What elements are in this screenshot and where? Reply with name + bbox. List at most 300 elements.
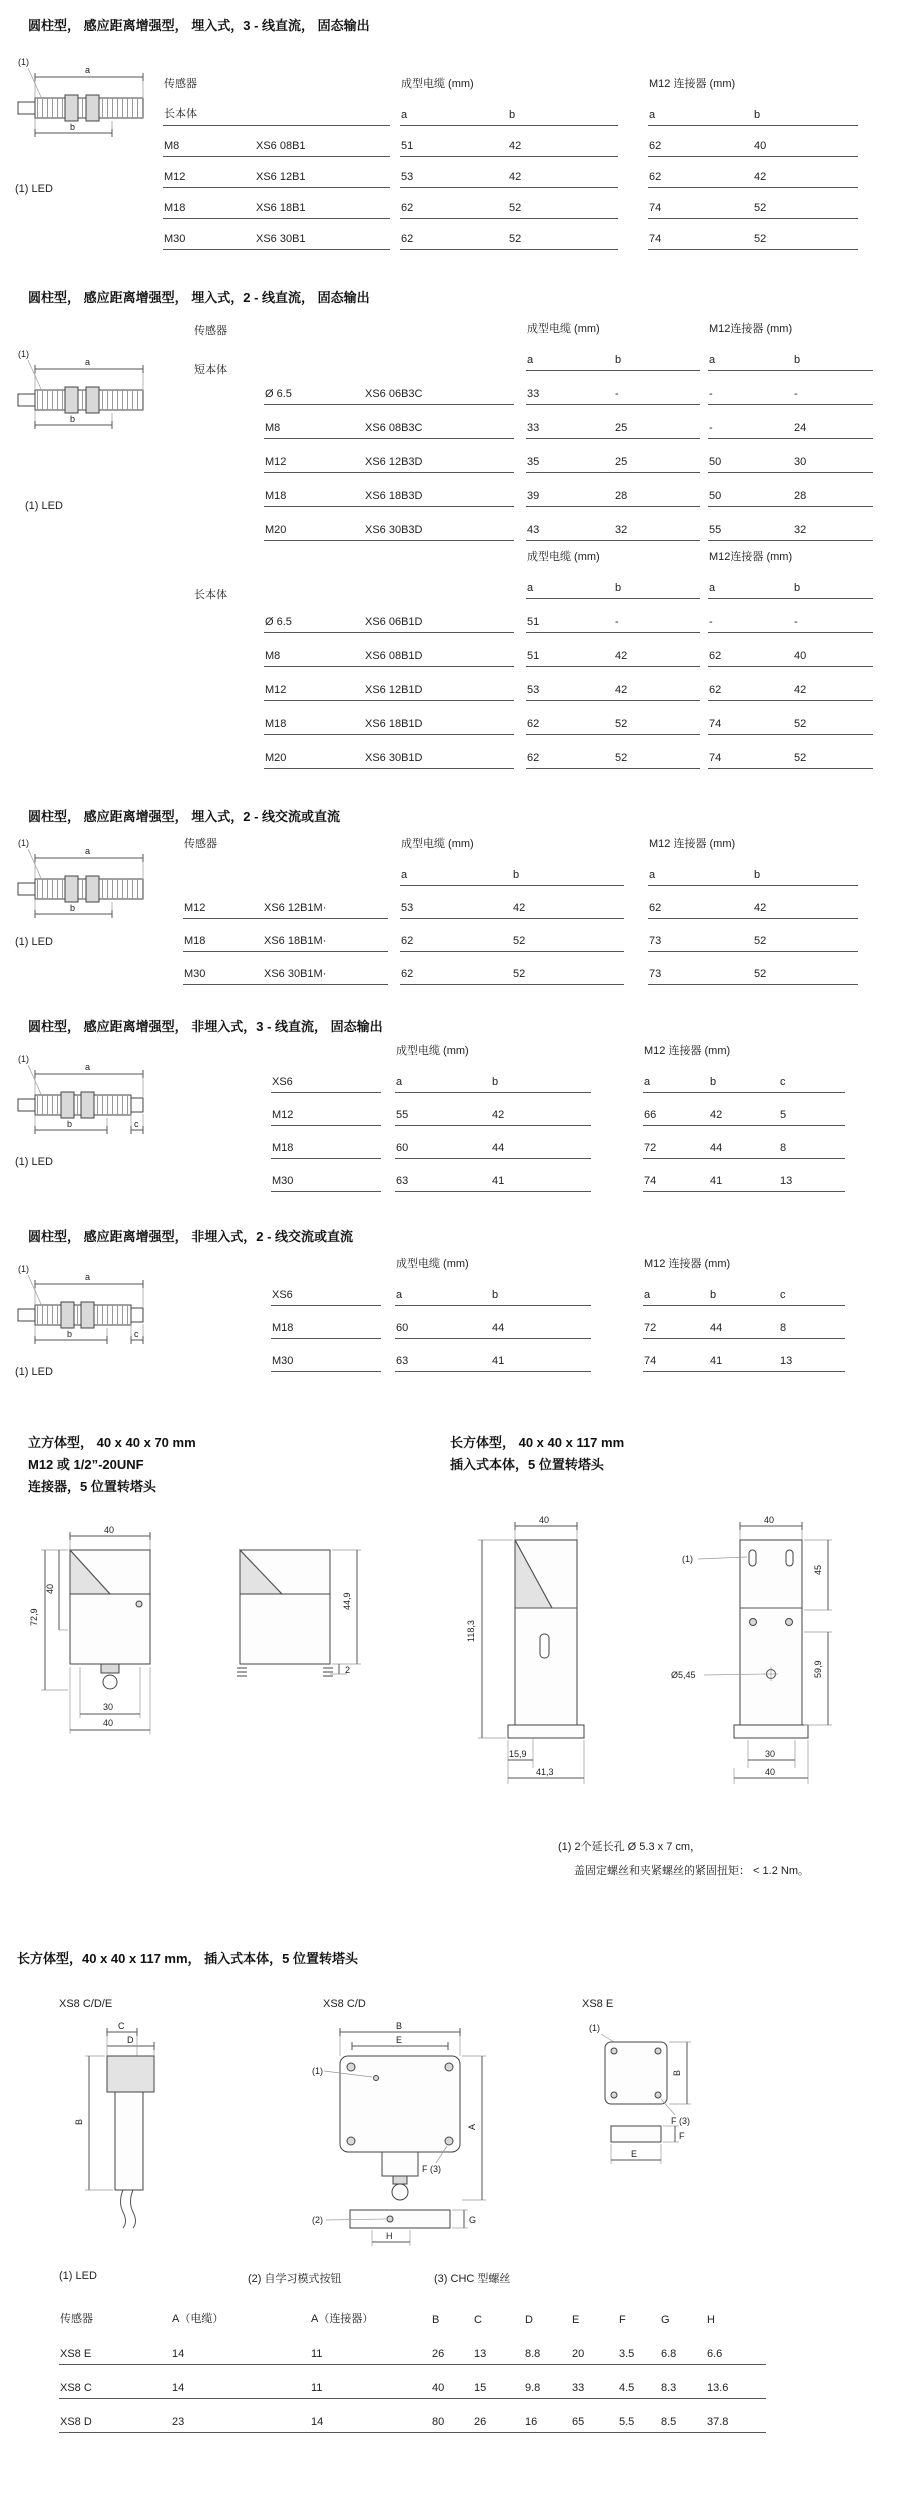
long-body-label: 长本体: [194, 589, 227, 601]
table-cell: XS6 30B3D: [364, 506, 514, 540]
table-cell: 35: [526, 438, 614, 472]
table-cell: 32: [614, 506, 700, 540]
table-cell: M30: [271, 1338, 381, 1371]
table-cell: XS6 12B1D: [364, 666, 514, 700]
table-cell: XS6 06B3C: [364, 370, 514, 404]
table-spacer: [700, 666, 708, 700]
table-cell: 40: [753, 125, 858, 156]
table-cell: 62: [400, 187, 508, 218]
rectangular-title-block: [450, 1432, 624, 1476]
table-spacer: [624, 951, 648, 984]
section-title: 长方体型，40 x 40 x 117 mm， 插入式本体，5 位置转塔头: [17, 1951, 358, 1966]
table-row: [183, 885, 858, 918]
sensor-column-label: 传感器: [194, 325, 227, 337]
cubic-title-block: [28, 1432, 196, 1498]
table-cell: -: [793, 598, 873, 632]
dim-bottom-outer-label: 40: [765, 1767, 776, 1777]
column-header-connector: M12连接器 (mm): [709, 551, 793, 563]
table-row: [264, 404, 873, 438]
cylindrical-sensor-diagram: [15, 347, 165, 442]
sensor-diagram-area: [15, 836, 165, 936]
dimension-h: [372, 2230, 410, 2246]
section-title: 圆柱型， 感应距离增强型， 埋入式，3 - 线直流， 固态输出: [28, 18, 370, 33]
cubic-sensor-diagram: [15, 1522, 425, 1757]
side-dimensions: [330, 1550, 361, 1675]
table-cell: 52: [508, 218, 618, 249]
table-spacer: [591, 1275, 643, 1305]
table-cell: 5.5: [618, 2398, 660, 2432]
table-cell: 15: [473, 2364, 524, 2398]
group-header-row: [183, 825, 858, 855]
led-note: (1) LED: [25, 500, 63, 512]
table-cell: 24: [793, 404, 873, 438]
table-cell: 8.5: [660, 2398, 706, 2432]
table-cell: 25: [614, 404, 700, 438]
marker-label: (2): [312, 2215, 323, 2225]
table-spacer: [271, 1032, 381, 1062]
cylindrical-sensor-diagram: [15, 836, 165, 931]
table-cell: 13: [779, 1158, 845, 1191]
top-dimensions: [107, 2021, 154, 2060]
column-header-a: a: [400, 855, 512, 885]
table-cell: XS6 30B1D: [364, 734, 514, 768]
table-cell: XS6 08B1: [255, 125, 390, 156]
table-cell: 13.6: [706, 2364, 766, 2398]
table-cell: 52: [753, 918, 858, 951]
xs8cde-profile-diagram: [59, 2020, 189, 2235]
table-cell: 43: [526, 506, 614, 540]
table-cell: 8.8: [524, 2330, 571, 2364]
table-cell: 42: [709, 1092, 779, 1125]
table-row: [264, 438, 873, 472]
table-spacer: [618, 156, 648, 187]
table-spacer: [381, 1092, 395, 1125]
table-cell: 41: [491, 1338, 591, 1371]
table-cell: 62: [526, 700, 614, 734]
column-header-cable: 成型电缆 (mm): [401, 838, 474, 850]
column-header-c: c: [779, 1275, 845, 1305]
column-header-a-cable: A（电缆）: [172, 2313, 224, 2325]
table-cell: M12: [264, 666, 364, 700]
table-spacer: [264, 568, 514, 598]
footnote-led: (1) LED: [59, 2270, 97, 2282]
table-cell: 42: [614, 666, 700, 700]
table-spacer: [618, 187, 648, 218]
table-spacer: [264, 310, 514, 340]
table-cell: 72: [643, 1305, 709, 1338]
dim-width-label: 40: [539, 1515, 550, 1525]
table-cell: 33: [526, 404, 614, 438]
table-row: [163, 187, 858, 218]
table-cell: 74: [648, 187, 753, 218]
table-spacer: [381, 1062, 395, 1092]
dimensions-table: [271, 1245, 845, 1372]
cylindrical-sensor-diagram: [15, 55, 165, 150]
cylindrical-sensor-nonflush-diagram: [15, 1262, 165, 1357]
series-label: XS6: [271, 1275, 381, 1305]
table-cell: M18: [264, 700, 364, 734]
sub-header-row: [271, 1275, 845, 1305]
table-spacer: [700, 340, 708, 370]
table-spacer: [591, 1062, 643, 1092]
table-cell: M20: [264, 734, 364, 768]
table-spacer: [388, 855, 400, 885]
table-spacer: [700, 404, 708, 438]
marker-label: (1): [589, 2023, 600, 2033]
table-cell: XS6 30B1M·: [263, 951, 388, 984]
dim-width-label: 40: [104, 1525, 115, 1535]
dim-d-label: D: [127, 2035, 134, 2045]
dim-b-label: b: [70, 122, 76, 132]
column-header-b: b: [508, 95, 618, 125]
table-cell: -: [708, 404, 793, 438]
table-spacer: [700, 598, 708, 632]
table-cell: 44: [491, 1305, 591, 1338]
table-cell: 3.5: [618, 2330, 660, 2364]
sensor-body: [18, 95, 143, 121]
table-spacer: [591, 1305, 643, 1338]
column-header-a: a: [648, 95, 753, 125]
xs8e-diagram-area: [565, 2020, 735, 2190]
table-spacer: [381, 1245, 395, 1275]
table-cell: XS6 12B3D: [364, 438, 514, 472]
dim-a-label: A: [467, 2123, 477, 2130]
table-row: [163, 156, 858, 187]
sub-header-row: [264, 568, 873, 598]
table-spacer: [514, 632, 526, 666]
variant-label: XS8 E: [582, 1998, 614, 2010]
table-cell: 9.8: [524, 2364, 571, 2398]
table-body: [264, 370, 873, 540]
dim-b-label: b: [70, 414, 76, 424]
rectangular-sensor-diagram: [440, 1512, 885, 1822]
table-cell: -: [708, 370, 793, 404]
table-cell: 26: [431, 2330, 473, 2364]
table-row: [59, 2398, 766, 2432]
table-spacer: [624, 885, 648, 918]
dim-b-label: b: [67, 1329, 73, 1339]
table-row: [271, 1338, 845, 1371]
dim-f3-label: F (3): [422, 2164, 441, 2174]
table-cell: 52: [753, 187, 858, 218]
table-spacer: [514, 370, 526, 404]
column-header-sensor: 传感器: [164, 78, 197, 90]
section-title: 圆柱型， 感应距离增强型， 非埋入式，3 - 线直流， 固态输出: [28, 1019, 383, 1034]
turret: [382, 2152, 418, 2200]
table-cell: 74: [648, 218, 753, 249]
table-row: [163, 125, 858, 156]
table-spacer: [618, 65, 648, 95]
table-spacer: [388, 918, 400, 951]
table-spacer: [700, 506, 708, 540]
column-header-d: D: [525, 2314, 533, 2326]
table-cell: -: [793, 370, 873, 404]
column-header-b: b: [709, 1062, 779, 1092]
face: [340, 2056, 460, 2152]
table-spacer: [381, 1305, 395, 1338]
side-view: [237, 1550, 333, 1676]
table-row: [264, 598, 873, 632]
table-cell: 55: [708, 506, 793, 540]
table-cell: 44: [491, 1125, 591, 1158]
table-spacer: [514, 438, 526, 472]
dim-b-label: b: [70, 903, 76, 913]
table-cell: 11: [310, 2364, 431, 2398]
group-header-row: [163, 65, 858, 95]
table-body: [163, 125, 858, 249]
table-cell: 6.6: [706, 2330, 766, 2364]
sub-header-row: [183, 855, 858, 885]
table-spacer: [514, 506, 526, 540]
marker-label: (1): [18, 838, 29, 848]
led-note: (1) LED: [15, 183, 53, 195]
table-cell: 51: [526, 598, 614, 632]
dim-e-label: E: [396, 2035, 403, 2045]
table-cell: 13: [473, 2330, 524, 2364]
table-cell: XS6 18B1D: [364, 700, 514, 734]
column-header-cable: 成型电缆 (mm): [527, 551, 600, 563]
table-cell: M12: [183, 885, 263, 918]
table-spacer: [624, 825, 648, 855]
cylindrical-sensor-nonflush-diagram: [15, 1052, 165, 1147]
table-spacer: [264, 538, 514, 568]
table-cell: 50: [708, 472, 793, 506]
table-cell: 13: [779, 1338, 845, 1371]
xs8cd-diagram-area: [310, 2020, 510, 2260]
table-spacer: [514, 734, 526, 768]
table-cell: 65: [571, 2398, 618, 2432]
series-label: XS6: [271, 1062, 381, 1092]
table-cell: 28: [614, 472, 700, 506]
marker-label: (1): [18, 349, 29, 359]
table-spacer: [390, 125, 400, 156]
table-cell: 66: [643, 1092, 709, 1125]
table-spacer: [700, 310, 708, 340]
column-header-c: c: [779, 1062, 845, 1092]
table-spacer: [390, 187, 400, 218]
dimension-a: [35, 846, 143, 878]
table-cell: 73: [648, 918, 753, 951]
table-spacer: [388, 885, 400, 918]
table-spacer: [183, 855, 388, 885]
table-cell: 16: [524, 2398, 571, 2432]
table-row: [59, 2330, 766, 2364]
table-cell: 52: [508, 187, 618, 218]
table-spacer: [381, 1032, 395, 1062]
table-cell: M30: [183, 951, 263, 984]
column-header-b: b: [512, 855, 624, 885]
column-header-a: a: [395, 1275, 491, 1305]
table-body: [264, 598, 873, 768]
table-cell: 52: [614, 700, 700, 734]
column-header-f: F: [619, 2314, 626, 2326]
table-cell: 11: [310, 2330, 431, 2364]
table-spacer: [591, 1245, 643, 1275]
table-row: [264, 632, 873, 666]
column-header-a: a: [395, 1062, 491, 1092]
side-view: [508, 1515, 584, 1738]
table-spacer: [618, 125, 648, 156]
table-cell: 51: [526, 632, 614, 666]
table-row: [264, 506, 873, 540]
table-cell: 39: [526, 472, 614, 506]
table-cell: 52: [512, 951, 624, 984]
column-header-cable: 成型电缆 (mm): [396, 1045, 469, 1057]
table-row: [271, 1305, 845, 1338]
section-title: 圆柱型， 感应距离增强型， 埋入式，2 - 线交流或直流: [28, 809, 341, 824]
table-cell: M30: [163, 218, 255, 249]
column-header-b: b: [614, 568, 700, 598]
table-cell: Ø 6.5: [264, 598, 364, 632]
column-header-b: b: [753, 855, 858, 885]
dim-a-label: a: [85, 65, 91, 75]
table-cell: 62: [400, 218, 508, 249]
table-spacer: [388, 825, 400, 855]
table-cell: 33: [526, 370, 614, 404]
table-cell: 74: [643, 1338, 709, 1371]
table-spacer: [700, 370, 708, 404]
table-cell: M30: [271, 1158, 381, 1191]
table-row: [264, 472, 873, 506]
table-row: [264, 700, 873, 734]
table-body: [271, 1305, 845, 1371]
sensor-diagram-area: [15, 1052, 165, 1152]
table-cell: XS8 C: [59, 2364, 171, 2398]
table-cell: 52: [753, 951, 858, 984]
dim-head-label: 45: [813, 1564, 823, 1575]
column-header-connector: M12连接器 (mm): [709, 323, 793, 335]
table-spacer: [624, 855, 648, 885]
column-header-cable: 成型电缆 (mm): [401, 78, 474, 90]
table-spacer: [390, 218, 400, 249]
table-cell: 8: [779, 1305, 845, 1338]
table-cell: 41: [709, 1338, 779, 1371]
table-cell: M18: [264, 472, 364, 506]
torque-note: 盖固定螺丝和夹紧螺丝的紧固扭矩： < 1.2 Nm。: [574, 1865, 809, 1877]
table-spacer: [390, 65, 400, 95]
table-cell: 52: [793, 700, 873, 734]
sensor-diagram-area: [15, 55, 165, 155]
table-cell: 42: [793, 666, 873, 700]
table-cell: M8: [264, 632, 364, 666]
table-cell: 8.3: [660, 2364, 706, 2398]
table-spacer: [514, 666, 526, 700]
table-cell: XS6 18B1: [255, 187, 390, 218]
table-cell: 42: [614, 632, 700, 666]
dim-b-label: B: [396, 2021, 403, 2031]
table-cell: 52: [793, 734, 873, 768]
title-line: 立方体型， 40 x 40 x 70 mm: [28, 1435, 196, 1450]
table-cell: 25: [614, 438, 700, 472]
column-header-e: E: [572, 2314, 580, 2326]
table-cell: -: [614, 370, 700, 404]
table-cell: 62: [400, 918, 512, 951]
column-header-a: a: [708, 340, 793, 370]
sensor-diagram-area: [15, 1262, 165, 1362]
table-spacer: [381, 1125, 395, 1158]
table-cell: M18: [271, 1125, 381, 1158]
column-header-a: a: [526, 340, 614, 370]
dimension-c: [131, 1114, 143, 1134]
table-cell: 5: [779, 1092, 845, 1125]
table-cell: 52: [614, 734, 700, 768]
table-spacer: [591, 1032, 643, 1062]
table-cell: 74: [708, 734, 793, 768]
xs8-dimensions-table: [59, 2300, 766, 2433]
table-cell: 62: [648, 885, 753, 918]
table-cell: 41: [491, 1158, 591, 1191]
marker-label: (1): [18, 1054, 29, 1064]
table-cell: XS6 12B1: [255, 156, 390, 187]
column-header-b: b: [793, 568, 873, 598]
table-spacer: [514, 598, 526, 632]
table-cell: 42: [508, 125, 618, 156]
dim-lower-label: 59,9: [813, 1660, 823, 1678]
table-cell: 63: [395, 1338, 491, 1371]
table-cell: XS6 18B3D: [364, 472, 514, 506]
table-spacer: [618, 218, 648, 249]
dimensions-table: [271, 1032, 845, 1192]
table-cell: 30: [793, 438, 873, 472]
dim-a-label: a: [85, 1272, 91, 1282]
table-spacer: [514, 700, 526, 734]
marker-label: (1): [18, 57, 29, 67]
table-spacer: [624, 918, 648, 951]
table-cell: XS6 18B1M·: [263, 918, 388, 951]
table-cell: 26: [473, 2398, 524, 2432]
led-note: (1) LED: [15, 936, 53, 948]
table-row: [183, 918, 858, 951]
table-spacer: [700, 734, 708, 768]
table-spacer: [700, 538, 708, 568]
table-cell: 74: [643, 1158, 709, 1191]
table-spacer: [514, 340, 526, 370]
table-row: [271, 1158, 845, 1191]
dim-b-label: B: [672, 2069, 682, 2076]
group-header-row: [271, 1245, 845, 1275]
table-cell: 20: [571, 2330, 618, 2364]
table-cell: M18: [271, 1305, 381, 1338]
table-cell: 62: [526, 734, 614, 768]
dimension-g: [452, 2210, 476, 2228]
table-cell: M18: [163, 187, 255, 218]
title-line: 长方体型， 40 x 40 x 117 mm: [450, 1435, 625, 1450]
dim-base-label: 41,3: [536, 1767, 554, 1777]
cubic-diagram-area: [15, 1522, 425, 1762]
column-header-b: b: [491, 1062, 591, 1092]
table-cell: 73: [648, 951, 753, 984]
table-cell: 72: [643, 1125, 709, 1158]
title-line: M12 或 1/2”-20UNF: [28, 1457, 144, 1472]
table-spacer: [514, 568, 526, 598]
dim-h-label: H: [386, 2231, 393, 2241]
table-cell: 60: [395, 1305, 491, 1338]
table-cell: -: [614, 598, 700, 632]
table-cell: 42: [512, 885, 624, 918]
table-cell: 8: [779, 1125, 845, 1158]
elongated-holes-note: (1) 2个延长孔 Ø 5.3 x 7 cm，: [558, 1841, 702, 1853]
table-body: [271, 1092, 845, 1191]
table-cell: -: [708, 598, 793, 632]
column-header-b: b: [753, 95, 858, 125]
column-header-a: a: [648, 855, 753, 885]
table-cell: 52: [753, 218, 858, 249]
table-cell: 14: [310, 2398, 431, 2432]
column-header-cable: 成型电缆 (mm): [527, 323, 600, 335]
group-header-row: [264, 310, 873, 340]
dim-b-label: B: [74, 2118, 84, 2125]
table-cell: 42: [508, 156, 618, 187]
